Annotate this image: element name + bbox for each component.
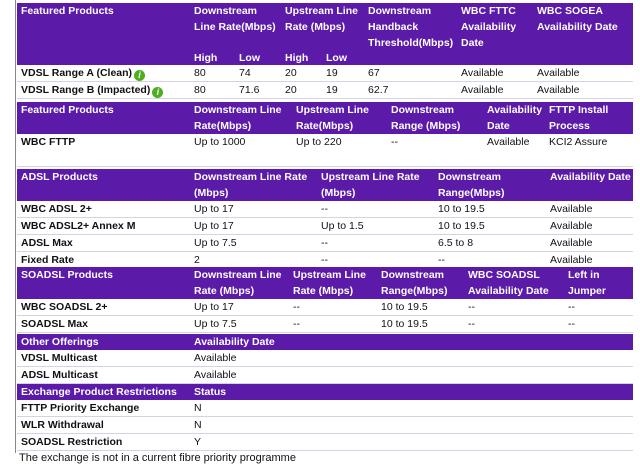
col-upstream-line-rate bbox=[281, 3, 364, 51]
col-downstream-line-rate-label: Downstream Line Rate(Mbps) bbox=[194, 5, 276, 33]
cell-date: -- bbox=[464, 299, 564, 316]
table-row bbox=[17, 65, 633, 82]
row-name: SOADSL Restriction bbox=[17, 434, 190, 451]
table-row bbox=[17, 434, 633, 451]
info-icon[interactable]: i bbox=[134, 70, 145, 81]
cell-ds-low: 74 bbox=[235, 65, 281, 82]
col-handback-threshold bbox=[364, 3, 457, 51]
cell-process bbox=[545, 134, 633, 167]
col-other-offerings: Other Offerings bbox=[17, 334, 190, 350]
cell-status: N bbox=[190, 400, 633, 417]
table-row bbox=[17, 201, 633, 218]
table-row bbox=[17, 316, 633, 333]
col-downstream-line-rate bbox=[190, 3, 281, 51]
col-availability-date bbox=[483, 102, 545, 134]
sub-us-low: Low bbox=[322, 51, 364, 65]
sub-ds-low: Low bbox=[235, 51, 281, 65]
col-availability-date-label: Availability Date bbox=[487, 104, 543, 132]
cell-ds-low: 71.6 bbox=[235, 82, 281, 99]
row-name: WBC ADSL 2+ bbox=[17, 201, 190, 218]
col-install-process bbox=[545, 102, 633, 134]
sub-ds-high: High bbox=[190, 51, 235, 65]
cell-range: 10 to 19.5 bbox=[434, 218, 546, 235]
table-row bbox=[17, 417, 633, 434]
soadsl-header-row bbox=[17, 267, 633, 299]
row-name bbox=[17, 65, 190, 82]
cell-threshold: 67 bbox=[364, 65, 457, 82]
col-upstream-line-rate-label: Upstream Line Rate (Mbps) bbox=[285, 5, 358, 33]
cell-range: 6.5 to 8 bbox=[434, 235, 546, 252]
col-upstream-line-rate-label: Upstream Line Rate (Mbps) bbox=[293, 269, 366, 297]
cell-range: 10 to 19.5 bbox=[377, 316, 464, 333]
adsl-header-row bbox=[17, 169, 633, 201]
cell-fttc: Available bbox=[457, 65, 533, 82]
soadsl-table bbox=[17, 267, 633, 333]
fttp-table bbox=[17, 102, 633, 167]
col-upstream-line-rate bbox=[292, 102, 387, 134]
col-availability-date: Availability Date bbox=[190, 334, 633, 350]
row-name: VDSL Multicast bbox=[17, 350, 190, 367]
row-name: WBC SOADSL 2+ bbox=[17, 299, 190, 316]
sub-blank bbox=[364, 51, 457, 65]
sub-blank bbox=[457, 51, 533, 65]
col-sogea-availability-label: WBC SOGEA Availability Date bbox=[537, 5, 618, 33]
table-row bbox=[17, 400, 633, 417]
col-upstream-line-rate-label: Upstream Line Rate (Mbps) bbox=[321, 171, 420, 199]
cell-date: Available bbox=[546, 235, 633, 252]
col-downstream-line-rate-label: Downstream Line Rate(Mbps) bbox=[194, 104, 282, 132]
table-row bbox=[17, 299, 633, 316]
col-restrictions: Exchange Product Restrictions bbox=[17, 384, 190, 400]
col-downstream-range-label: Downstream Range(Mbps) bbox=[381, 269, 448, 297]
cell-us: -- bbox=[289, 316, 377, 333]
left-border bbox=[15, 0, 16, 453]
cell-ds: Up to 1000 bbox=[190, 134, 292, 167]
col-soadsl-availability-label: WBC SOADSL Availability Date bbox=[468, 269, 549, 297]
table-row bbox=[17, 82, 633, 99]
col-fttc-availability-label: WBC FTTC Availability Date bbox=[461, 5, 517, 49]
cell-us: -- bbox=[317, 235, 434, 252]
col-fttc-availability bbox=[457, 3, 533, 51]
cell-date: Available bbox=[483, 134, 545, 167]
cell-range: -- bbox=[387, 134, 483, 167]
row-name: FTTP Priority Exchange bbox=[17, 400, 190, 417]
cell-jumper: -- bbox=[564, 299, 633, 316]
row-name-text: VDSL Range B (Impacted) bbox=[21, 84, 151, 96]
row-name: SOADSL Max bbox=[17, 316, 190, 333]
row-name bbox=[17, 82, 190, 99]
cell-sogea: Available bbox=[533, 82, 633, 99]
col-left-in-jumper-label: Left in Jumper bbox=[568, 269, 606, 297]
fttp-header-row bbox=[17, 102, 633, 134]
cell-us: -- bbox=[317, 201, 434, 218]
cell-us: -- bbox=[289, 299, 377, 316]
cell-range: 10 to 19.5 bbox=[377, 299, 464, 316]
cell-us-high: 20 bbox=[281, 82, 322, 99]
sub-blank bbox=[17, 51, 190, 65]
vdsl-table bbox=[17, 3, 633, 99]
col-downstream-line-rate bbox=[190, 267, 289, 299]
cell-ds-high: 80 bbox=[190, 65, 235, 82]
cell-date: Available bbox=[546, 252, 633, 269]
cell-us: Up to 220 bbox=[292, 134, 387, 167]
cell-ds: Up to 17 bbox=[190, 218, 317, 235]
col-left-in-jumper bbox=[564, 267, 633, 299]
col-soadsl-availability bbox=[464, 267, 564, 299]
row-name: WBC ADSL2+ Annex M bbox=[17, 218, 190, 235]
cell-us: Up to 1.5 bbox=[317, 218, 434, 235]
col-adsl-products: ADSL Products bbox=[17, 169, 190, 201]
col-downstream-line-rate bbox=[190, 169, 317, 201]
row-name: Fixed Rate bbox=[17, 252, 190, 269]
row-name-text: VDSL Range A (Clean) bbox=[21, 67, 133, 79]
other-offerings-table bbox=[17, 334, 633, 384]
cell-date: Available bbox=[190, 367, 633, 384]
vdsl-header-row bbox=[17, 3, 633, 51]
col-downstream-range bbox=[434, 169, 546, 201]
table-row bbox=[17, 218, 633, 235]
row-name: ADSL Max bbox=[17, 235, 190, 252]
col-soadsl-products: SOADSL Products bbox=[17, 267, 190, 299]
restrictions-table bbox=[17, 384, 633, 451]
fibre-priority-note: The exchange is not in a current fibre priority programme bbox=[19, 452, 296, 464]
col-upstream-line-rate bbox=[317, 169, 434, 201]
cell-ds: Up to 17 bbox=[190, 201, 317, 218]
table-row bbox=[17, 235, 633, 252]
row-name: WLR Withdrawal bbox=[17, 417, 190, 434]
sub-blank bbox=[533, 51, 633, 65]
cell-process-text: KCI2 Assure bbox=[549, 136, 608, 148]
restrictions-header-row bbox=[17, 384, 633, 400]
cell-ds: 2 bbox=[190, 252, 317, 269]
col-downstream-range bbox=[387, 102, 483, 134]
col-status: Status bbox=[190, 384, 633, 400]
cell-date: -- bbox=[464, 316, 564, 333]
col-downstream-range-label: Downstream Range (Mbps) bbox=[391, 104, 461, 132]
row-name: WBC FTTP bbox=[17, 134, 190, 167]
cell-threshold: 62.7 bbox=[364, 82, 457, 99]
col-downstream-range-label: Downstream Range(Mbps) bbox=[438, 171, 505, 199]
col-featured-products: Featured Products bbox=[17, 3, 190, 51]
cell-ds: Up to 7.5 bbox=[190, 316, 289, 333]
cell-range: -- bbox=[434, 252, 546, 269]
cell-us-high: 20 bbox=[281, 65, 322, 82]
cell-jumper: -- bbox=[564, 316, 633, 333]
col-availability-date-label: Availability Date bbox=[550, 171, 631, 183]
cell-us: -- bbox=[317, 252, 434, 269]
col-downstream-line-rate bbox=[190, 102, 292, 134]
table-row bbox=[17, 134, 633, 167]
col-upstream-line-rate bbox=[289, 267, 377, 299]
info-icon[interactable]: i bbox=[152, 87, 163, 98]
cell-ds: Up to 7.5 bbox=[190, 235, 317, 252]
col-featured-products: Featured Products bbox=[17, 102, 190, 134]
row-name: ADSL Multicast bbox=[17, 367, 190, 384]
col-downstream-line-rate-label: Downstream Line Rate (Mbps) bbox=[194, 269, 282, 297]
cell-sogea: Available bbox=[533, 65, 633, 82]
cell-us-low: 19 bbox=[322, 65, 364, 82]
col-downstream-line-rate-label: Downstream Line Rate (Mbps) bbox=[194, 171, 308, 199]
table-row bbox=[17, 350, 633, 367]
cell-date: Available bbox=[546, 218, 633, 235]
col-upstream-line-rate-label: Upstream Line Rate(Mbps) bbox=[296, 104, 369, 132]
cell-fttc: Available bbox=[457, 82, 533, 99]
cell-ds: Up to 17 bbox=[190, 299, 289, 316]
col-install-process-label: FTTP Install Process bbox=[549, 104, 609, 132]
cell-date: Available bbox=[546, 201, 633, 218]
sub-us-high: High bbox=[281, 51, 322, 65]
col-downstream-range bbox=[377, 267, 464, 299]
cell-range: 10 to 19.5 bbox=[434, 201, 546, 218]
col-availability-date bbox=[546, 169, 633, 201]
cell-status: N bbox=[190, 417, 633, 434]
vdsl-subheader-row bbox=[17, 51, 633, 65]
cell-date: Available bbox=[190, 350, 633, 367]
table-row bbox=[17, 252, 633, 269]
table-row bbox=[17, 367, 633, 384]
adsl-table bbox=[17, 169, 633, 269]
other-header-row bbox=[17, 334, 633, 350]
cell-ds-high: 80 bbox=[190, 82, 235, 99]
cell-us-low: 19 bbox=[322, 82, 364, 99]
cell-status: Y bbox=[190, 434, 633, 451]
col-sogea-availability bbox=[533, 3, 633, 51]
col-handback-threshold-label: Downstream Handback Threshold(Mbps) bbox=[368, 5, 454, 49]
